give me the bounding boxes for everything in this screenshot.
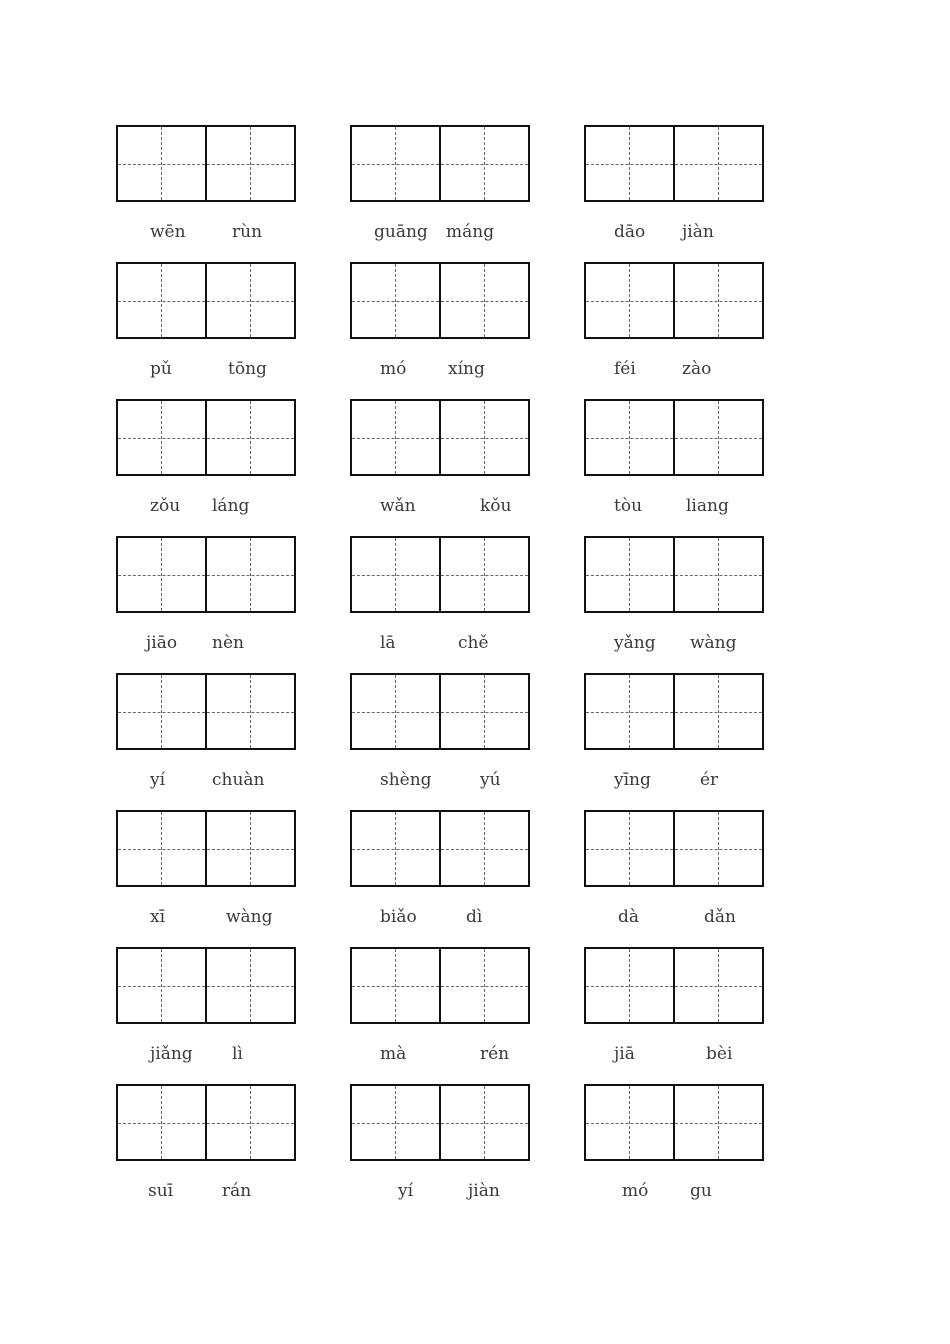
pinyin-left: tòu (614, 496, 643, 516)
writing-box-left[interactable] (116, 125, 207, 202)
tianzige-box-pair (584, 673, 764, 749)
pinyin-right: dì (466, 907, 483, 927)
guide-line-horizontal (352, 301, 439, 302)
pinyin-right: lì (232, 1044, 243, 1064)
guide-line-horizontal (352, 164, 439, 165)
writing-box-left[interactable] (584, 673, 675, 750)
pinyin-right: láng (212, 496, 250, 516)
guide-line-horizontal (207, 1123, 294, 1124)
word-cell (116, 125, 296, 262)
writing-box-right[interactable] (207, 947, 296, 1024)
writing-box-left[interactable] (350, 673, 441, 750)
guide-line-horizontal (352, 986, 439, 987)
tianzige-box-pair (116, 1084, 296, 1160)
tianzige-box-pair (116, 536, 296, 612)
pinyin-left: yǎng (614, 633, 656, 653)
pinyin-left: biǎo (380, 907, 417, 927)
guide-line-horizontal (118, 575, 205, 576)
writing-box-right[interactable] (441, 673, 530, 750)
writing-box-right[interactable] (675, 810, 764, 887)
tianzige-box-pair (116, 810, 296, 886)
writing-box-right[interactable] (441, 125, 530, 202)
pinyin-right: wàng (226, 907, 273, 927)
writing-box-left[interactable] (116, 536, 207, 613)
tianzige-box-pair (584, 947, 764, 1023)
guide-line-horizontal (675, 986, 762, 987)
pinyin-left: mà (380, 1044, 407, 1064)
word-cell (584, 673, 764, 810)
word-cell (116, 673, 296, 810)
guide-line-horizontal (118, 301, 205, 302)
writing-box-left[interactable] (584, 1084, 675, 1161)
guide-line-horizontal (118, 849, 205, 850)
pinyin-right: ér (700, 770, 719, 790)
pinyin-left: mó (622, 1181, 649, 1201)
pinyin-left: shèng (380, 770, 432, 790)
writing-box-left[interactable] (584, 536, 675, 613)
writing-box-left[interactable] (116, 1084, 207, 1161)
word-cell (350, 262, 530, 399)
writing-box-left[interactable] (584, 810, 675, 887)
guide-line-horizontal (441, 164, 528, 165)
guide-line-horizontal (586, 986, 673, 987)
writing-box-left[interactable] (584, 262, 675, 339)
guide-line-horizontal (586, 164, 673, 165)
guide-line-horizontal (352, 575, 439, 576)
tianzige-box-pair (584, 125, 764, 201)
writing-box-right[interactable] (207, 399, 296, 476)
pinyin-right: chě (458, 633, 489, 653)
writing-box-right[interactable] (207, 125, 296, 202)
pinyin-right: liang (686, 496, 729, 516)
writing-box-left[interactable] (350, 947, 441, 1024)
writing-box-left[interactable] (116, 947, 207, 1024)
guide-line-horizontal (352, 849, 439, 850)
writing-box-left[interactable] (350, 399, 441, 476)
word-cell (350, 673, 530, 810)
writing-box-right[interactable] (441, 947, 530, 1024)
writing-box-right[interactable] (441, 810, 530, 887)
writing-box-left[interactable] (350, 810, 441, 887)
writing-box-right[interactable] (441, 262, 530, 339)
tianzige-box-pair (350, 1084, 530, 1160)
writing-box-right[interactable] (441, 399, 530, 476)
pinyin-right: tōng (228, 359, 267, 379)
pinyin-right: jiàn (682, 222, 714, 242)
pinyin-right: xíng (448, 359, 485, 379)
guide-line-horizontal (441, 575, 528, 576)
pinyin-left: lā (380, 633, 396, 653)
tianzige-box-pair (350, 399, 530, 475)
writing-box-left[interactable] (584, 399, 675, 476)
guide-line-horizontal (352, 1123, 439, 1124)
pinyin-left: yí (398, 1181, 414, 1201)
pinyin-left: jiǎng (150, 1044, 193, 1064)
writing-box-right[interactable] (207, 810, 296, 887)
tianzige-box-pair (584, 399, 764, 475)
pinyin-right: máng (446, 222, 495, 242)
guide-line-horizontal (675, 849, 762, 850)
pinyin-right: bèi (706, 1044, 733, 1064)
word-cell (350, 536, 530, 673)
guide-line-horizontal (586, 575, 673, 576)
guide-line-horizontal (441, 712, 528, 713)
word-cell (584, 262, 764, 399)
word-cell (350, 125, 530, 262)
guide-line-horizontal (441, 301, 528, 302)
tianzige-box-pair (116, 947, 296, 1023)
writing-box-right[interactable] (441, 536, 530, 613)
word-cell (584, 399, 764, 536)
pinyin-left: yí (150, 770, 166, 790)
guide-line-horizontal (586, 1123, 673, 1124)
writing-box-right[interactable] (675, 536, 764, 613)
guide-line-horizontal (207, 712, 294, 713)
word-cell (584, 947, 764, 1084)
guide-line-horizontal (118, 712, 205, 713)
guide-line-horizontal (441, 849, 528, 850)
writing-box-left[interactable] (350, 536, 441, 613)
guide-line-horizontal (675, 1123, 762, 1124)
guide-line-horizontal (352, 712, 439, 713)
pinyin-left: jiā (614, 1044, 635, 1064)
pinyin-right: nèn (212, 633, 244, 653)
word-cell (116, 1084, 296, 1221)
pinyin-left: yīng (614, 770, 651, 790)
guide-line-horizontal (675, 575, 762, 576)
pinyin-left: wēn (150, 222, 186, 242)
pinyin-right: yú (480, 770, 501, 790)
writing-box-right[interactable] (675, 1084, 764, 1161)
pinyin-left: dāo (614, 222, 646, 242)
guide-line-horizontal (207, 438, 294, 439)
tianzige-box-pair (584, 536, 764, 612)
writing-box-left[interactable] (350, 125, 441, 202)
tianzige-box-pair (350, 810, 530, 886)
guide-line-horizontal (441, 1123, 528, 1124)
pinyin-right: dǎn (704, 907, 736, 927)
guide-line-horizontal (207, 986, 294, 987)
pinyin-right: rán (222, 1181, 252, 1201)
guide-line-horizontal (207, 849, 294, 850)
guide-line-horizontal (441, 438, 528, 439)
guide-line-horizontal (675, 301, 762, 302)
word-cell (116, 399, 296, 536)
pinyin-left: pǔ (150, 359, 172, 379)
tianzige-box-pair (116, 125, 296, 201)
word-cell (584, 1084, 764, 1221)
pinyin-left: zǒu (150, 496, 181, 516)
word-cell (116, 947, 296, 1084)
pinyin-left: jiāo (146, 633, 178, 653)
writing-box-left[interactable] (116, 262, 207, 339)
writing-box-left[interactable] (116, 399, 207, 476)
writing-box-right[interactable] (207, 536, 296, 613)
pinyin-left: xī (150, 907, 166, 927)
pinyin-left: dà (618, 907, 640, 927)
guide-line-horizontal (207, 164, 294, 165)
writing-box-right[interactable] (675, 399, 764, 476)
guide-line-horizontal (118, 438, 205, 439)
tianzige-box-pair (350, 262, 530, 338)
guide-line-horizontal (352, 438, 439, 439)
tianzige-box-pair (350, 673, 530, 749)
writing-box-right[interactable] (675, 673, 764, 750)
guide-line-horizontal (586, 712, 673, 713)
pinyin-right: wàng (690, 633, 737, 653)
writing-box-left[interactable] (116, 673, 207, 750)
word-cell (350, 1084, 530, 1221)
writing-box-right[interactable] (207, 262, 296, 339)
word-cell (584, 536, 764, 673)
writing-box-left[interactable] (584, 125, 675, 202)
pinyin-right: rén (480, 1044, 510, 1064)
tianzige-box-pair (584, 262, 764, 338)
tianzige-box-pair (350, 125, 530, 201)
guide-line-horizontal (586, 438, 673, 439)
writing-box-right[interactable] (675, 947, 764, 1024)
pinyin-right: rùn (232, 222, 263, 242)
tianzige-box-pair (584, 810, 764, 886)
pinyin-left: guāng (374, 222, 428, 242)
guide-line-horizontal (675, 438, 762, 439)
guide-line-horizontal (586, 849, 673, 850)
tianzige-box-pair (116, 399, 296, 475)
word-cell (584, 810, 764, 947)
word-cell (350, 947, 530, 1084)
word-cell (350, 810, 530, 947)
writing-box-left[interactable] (350, 1084, 441, 1161)
writing-box-right[interactable] (441, 1084, 530, 1161)
writing-box-left[interactable] (584, 947, 675, 1024)
tianzige-box-pair (116, 262, 296, 338)
writing-box-right[interactable] (207, 673, 296, 750)
word-cell (584, 125, 764, 262)
writing-box-left[interactable] (116, 810, 207, 887)
writing-box-right[interactable] (675, 125, 764, 202)
guide-line-horizontal (441, 986, 528, 987)
tianzige-box-pair (350, 947, 530, 1023)
writing-box-left[interactable] (350, 262, 441, 339)
guide-line-horizontal (118, 986, 205, 987)
pinyin-right: gu (690, 1181, 712, 1201)
pinyin-right: jiàn (468, 1181, 500, 1201)
pinyin-left: suī (148, 1181, 174, 1201)
guide-line-horizontal (118, 164, 205, 165)
pinyin-left: mó (380, 359, 407, 379)
word-cell (116, 262, 296, 399)
pinyin-right: kǒu (480, 496, 512, 516)
guide-line-horizontal (118, 1123, 205, 1124)
guide-line-horizontal (207, 575, 294, 576)
pinyin-left: wǎn (380, 496, 416, 516)
word-cell (116, 536, 296, 673)
guide-line-horizontal (675, 164, 762, 165)
tianzige-box-pair (584, 1084, 764, 1160)
pinyin-right: zào (682, 359, 712, 379)
guide-line-horizontal (675, 712, 762, 713)
word-cell (350, 399, 530, 536)
guide-line-horizontal (207, 301, 294, 302)
writing-box-right[interactable] (675, 262, 764, 339)
writing-box-right[interactable] (207, 1084, 296, 1161)
pinyin-left: féi (614, 359, 636, 379)
tianzige-box-pair (350, 536, 530, 612)
guide-line-horizontal (586, 301, 673, 302)
tianzige-box-pair (116, 673, 296, 749)
word-cell (116, 810, 296, 947)
pinyin-right: chuàn (212, 770, 265, 790)
